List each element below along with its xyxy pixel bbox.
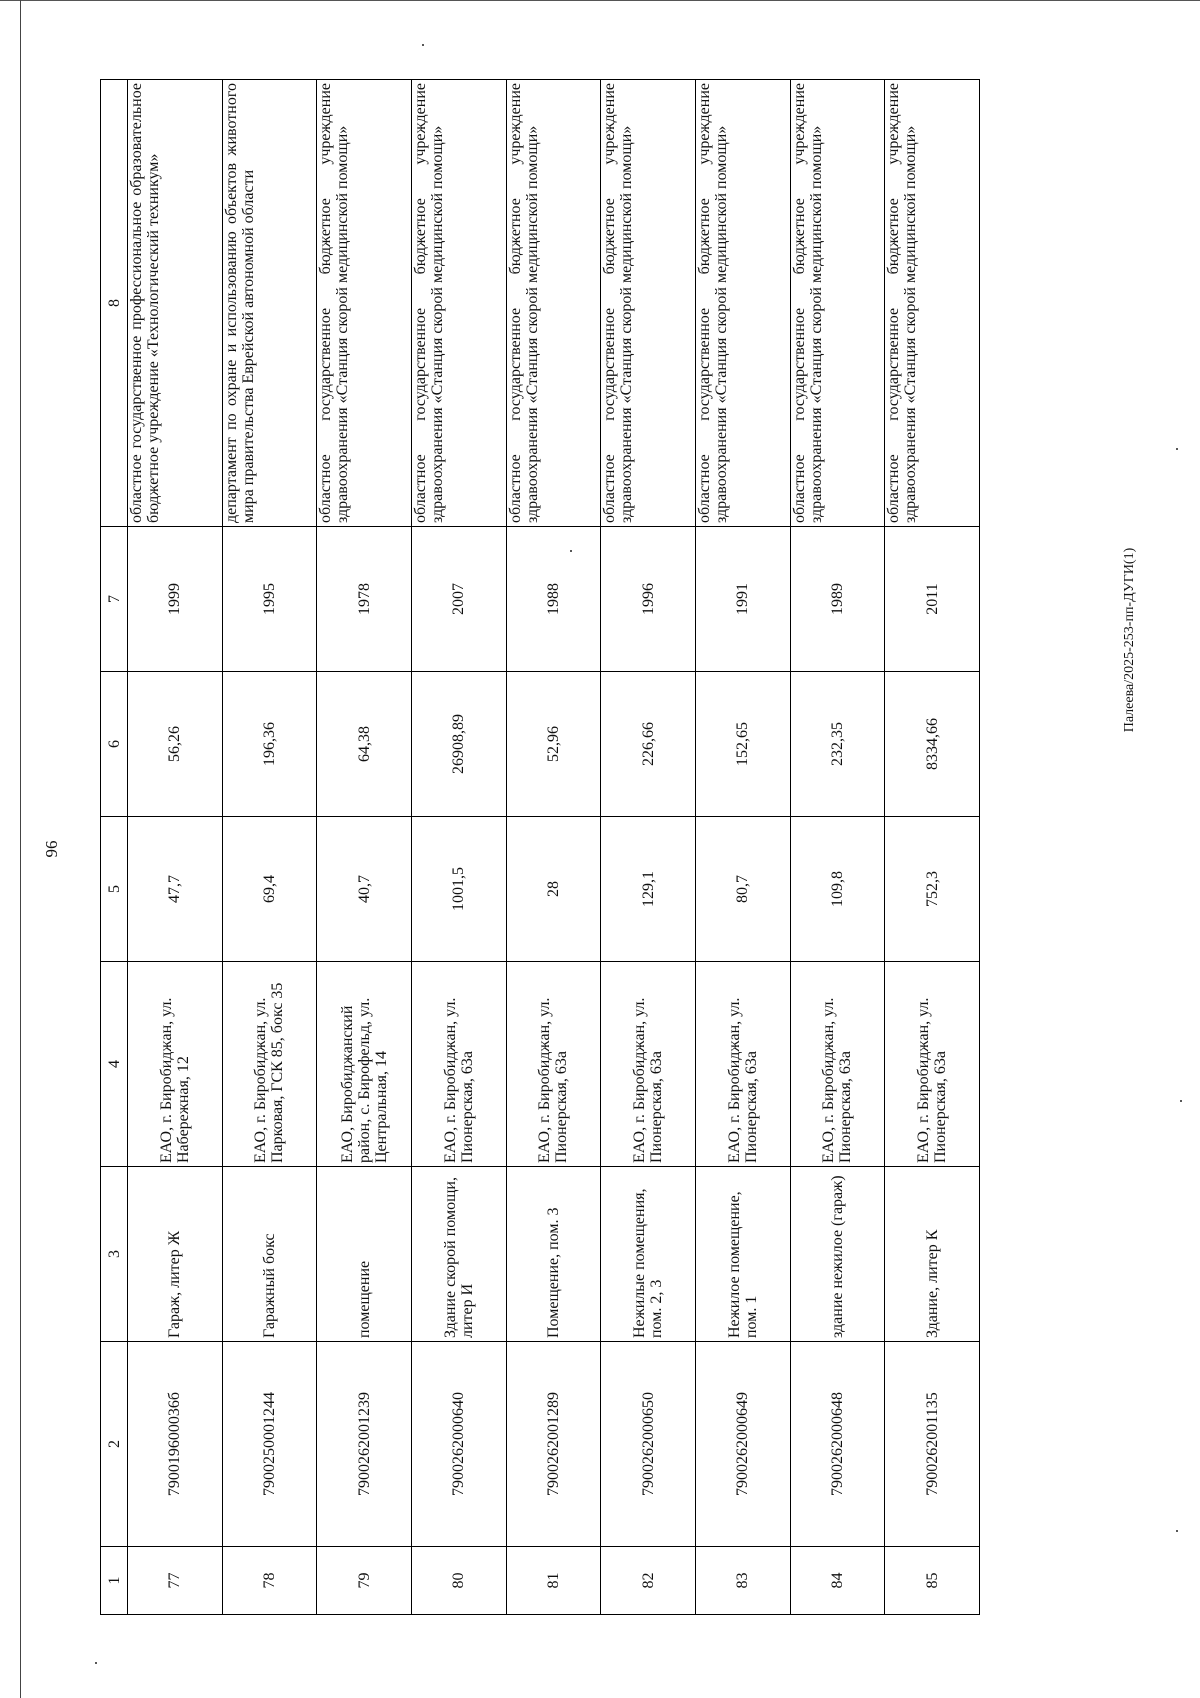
object-name: Нежилое помещение, пом. 1 — [695, 1167, 790, 1342]
object-area: 752,3 — [885, 817, 980, 962]
object-value: 152,65 — [695, 672, 790, 817]
object-value: 64,38 — [317, 672, 412, 817]
scan-speck — [95, 1662, 97, 1664]
table-row — [601, 80, 696, 1615]
cadastral-number: 7900262000640 — [411, 1342, 506, 1547]
object-year: 1991 — [695, 527, 790, 672]
object-name: Гаражный бокс — [222, 1167, 317, 1342]
cadastral-number: 7900250001244 — [222, 1342, 317, 1547]
table-row — [317, 80, 412, 1615]
object-name: Гараж, литер Ж — [128, 1167, 223, 1342]
object-year: 1988 — [506, 527, 601, 672]
scan-top-edge — [0, 0, 1200, 7]
property-register-table — [100, 79, 980, 1615]
object-owner: областное государственное бюджетное учреждение здравоохранения «Станция скорой медицинской помощи» — [601, 80, 696, 527]
object-owner: областное государственное бюджетное учреждение здравоохранения «Станция скорой медицинской помощи» — [695, 80, 790, 527]
scan-speck — [1176, 448, 1178, 450]
object-address: ЕАО, г. Биробиджан, ул. Пионерская, 63а — [411, 962, 506, 1167]
row-number: 85 — [885, 1547, 980, 1615]
object-value: 8334,66 — [885, 672, 980, 817]
scan-left-edge — [20, 0, 21, 1698]
object-owner: департамент по охране и использованию объектов животного мира правительства Еврейской автономной области — [222, 80, 317, 527]
table-row — [506, 80, 601, 1615]
scan-speck — [1180, 1100, 1182, 1102]
header-col-3: 3 — [101, 1167, 128, 1342]
object-area: 1001,5 — [411, 817, 506, 962]
object-value: 196,36 — [222, 672, 317, 817]
object-area: 69,4 — [222, 817, 317, 962]
object-owner: областное государственное бюджетное учреждение здравоохранения «Станция скорой медицинской помощи» — [790, 80, 885, 527]
object-name: помещение — [317, 1167, 412, 1342]
object-address: ЕАО, г. Биробиджан, ул. Пионерская, 63а — [601, 962, 696, 1167]
object-area: 109,8 — [790, 817, 885, 962]
table-row — [128, 80, 223, 1615]
object-year: 1995 — [222, 527, 317, 672]
object-value: 26908,89 — [411, 672, 506, 817]
rotated-table-wrapper — [100, 80, 980, 1615]
document-reference: Палеева/2025-253-пп-ДУГИ(1) — [1122, 547, 1137, 733]
cadastral-number: 7900262001289 — [506, 1342, 601, 1547]
table-row — [411, 80, 506, 1615]
cadastral-number: 790019600036б — [128, 1342, 223, 1547]
object-area: 129,1 — [601, 817, 696, 962]
object-year: 2007 — [411, 527, 506, 672]
header-row — [101, 80, 128, 1615]
object-address: ЕАО, г. Биробиджан, ул. Парковая, ГСК 85, бокс 35 — [222, 962, 317, 1167]
row-number: 84 — [790, 1547, 885, 1615]
object-owner: областное государственное бюджетное учреждение здравоохранения «Станция скорой медицинской помощи» — [411, 80, 506, 527]
cadastral-number: 7900262000649 — [695, 1342, 790, 1547]
header-col-8: 8 — [101, 80, 128, 527]
object-year: 1978 — [317, 527, 412, 672]
object-value: 56,26 — [128, 672, 223, 817]
object-owner: областное государственное бюджетное учреждение здравоохранения «Станция скорой медицинской помощи» — [506, 80, 601, 527]
cadastral-number: 7900262000650 — [601, 1342, 696, 1547]
scan-speck — [422, 44, 424, 46]
header-col-7: 7 — [101, 527, 128, 672]
object-name: Помещение, пом. 3 — [506, 1167, 601, 1342]
object-address: ЕАО, Биробиджанский район, с. Бирофельд, ул. Центральная, 14 — [317, 962, 412, 1167]
header-col-1: 1 — [101, 1547, 128, 1615]
row-number: 81 — [506, 1547, 601, 1615]
object-year: 1989 — [790, 527, 885, 672]
cadastral-number: 7900262001135 — [885, 1342, 980, 1547]
page-number: 96 — [42, 840, 61, 858]
scan-speck — [1176, 1530, 1178, 1532]
object-address: ЕАО, г. Биробиджан, ул. Пионерская, 63а — [506, 962, 601, 1167]
object-owner: областное государственное бюджетное учреждение здравоохранения «Станция скорой медицинской помощи» — [885, 80, 980, 527]
object-value: 232,35 — [790, 672, 885, 817]
object-area: 80,7 — [695, 817, 790, 962]
table-row — [885, 80, 980, 1615]
object-name: здание нежилое (гараж) — [790, 1167, 885, 1342]
header-col-5: 5 — [101, 817, 128, 962]
object-name: Здание, литер К — [885, 1167, 980, 1342]
object-year: 1999 — [128, 527, 223, 672]
cadastral-number: 7900262000648 — [790, 1342, 885, 1547]
table-row — [695, 80, 790, 1615]
header-col-2: 2 — [101, 1342, 128, 1547]
row-number: 80 — [411, 1547, 506, 1615]
object-address: ЕАО, г. Биробиджан, ул. Пионерская, 63а — [885, 962, 980, 1167]
header-col-4: 4 — [101, 962, 128, 1167]
object-owner: областное государственное профессиональное образовательное бюджетное учреждение «Технологический техникум» — [128, 80, 223, 527]
row-number: 77 — [128, 1547, 223, 1615]
table-row — [790, 80, 885, 1615]
object-value: 226,66 — [601, 672, 696, 817]
object-year: 1996 — [601, 527, 696, 672]
object-area: 28 — [506, 817, 601, 962]
object-area: 40,7 — [317, 817, 412, 962]
row-number: 79 — [317, 1547, 412, 1615]
object-area: 47,7 — [128, 817, 223, 962]
object-address: ЕАО, г. Биробиджан, ул. Пионерская, 63а — [695, 962, 790, 1167]
object-owner: областное государственное бюджетное учреждение здравоохранения «Станция скорой медицинской помощи» — [317, 80, 412, 527]
object-value: 52,96 — [506, 672, 601, 817]
row-number: 82 — [601, 1547, 696, 1615]
object-address: ЕАО, г. Биробиджан, ул. Пионерская, 63а — [790, 962, 885, 1167]
header-col-6: 6 — [101, 672, 128, 817]
object-name: Здание скорой помощи, литер И — [411, 1167, 506, 1342]
table-row — [222, 80, 317, 1615]
row-number: 83 — [695, 1547, 790, 1615]
object-address: ЕАО, г. Биробиджан, ул. Набережная, 12 — [128, 962, 223, 1167]
object-year: 2011 — [885, 527, 980, 672]
cadastral-number: 7900262001239 — [317, 1342, 412, 1547]
row-number: 78 — [222, 1547, 317, 1615]
object-name: Нежилые помещения, пом. 2, 3 — [601, 1167, 696, 1342]
